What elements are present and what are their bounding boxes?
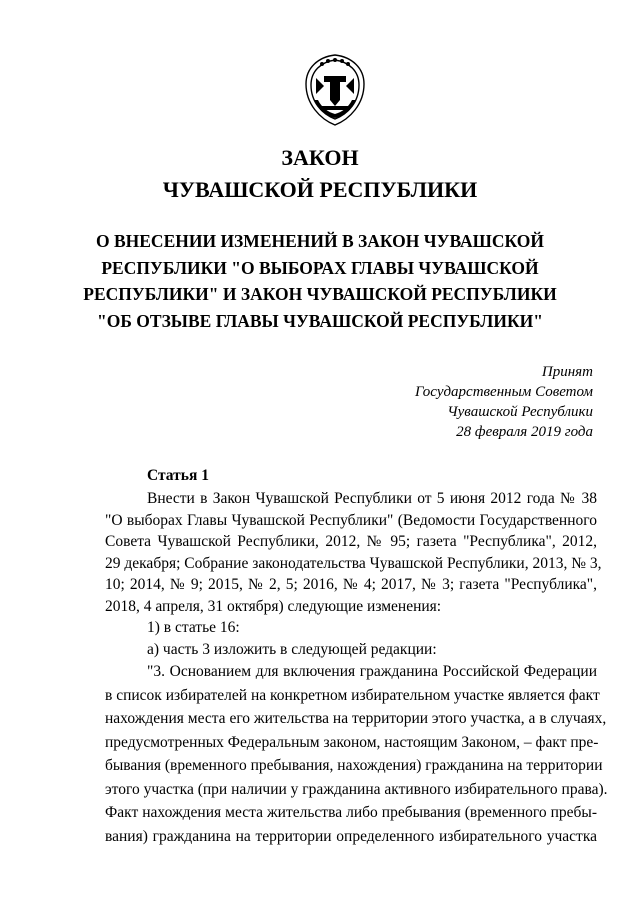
- adoption-line: Принят: [541, 364, 593, 380]
- text-line: бывания (временного пребывания, нахождения) гражданина на территории: [105, 757, 603, 774]
- text-line: 1) в статье 16:: [147, 619, 240, 636]
- document-title: [60, 228, 580, 334]
- article-body: [105, 488, 608, 848]
- text-line: Внести в Закон Чувашской Республики от 5 июня 2012 года № 38: [147, 490, 597, 507]
- text-line: нахождения места его жительства на территории этого участка, а в случаях,: [105, 710, 607, 727]
- text-line: 29 декабря; Собрание законодательства Чувашской Республики, 2013, № 3,: [105, 554, 602, 572]
- text-line: Совета Чувашской Республики, 2012, № 95; газета "Республика", 2012,: [105, 533, 597, 550]
- text-line: этого участка (при наличии у гражданина активного избирательного права).: [105, 780, 608, 798]
- adoption-line: Чувашской Республики: [447, 404, 593, 420]
- adoption-line: Государственным Советом: [415, 384, 593, 400]
- coat-of-arms-emblem: [302, 52, 368, 128]
- text-line: в список избирателей на конкретном избирательном участке является факт: [105, 686, 600, 704]
- adoption-date: 28 февраля 2019 года: [456, 424, 593, 440]
- document-type: ЗАКОН: [281, 145, 359, 170]
- title-line: РЕСПУБЛИКИ" И ЗАКОН ЧУВАШСКОЙ РЕСПУБЛИКИ: [83, 284, 557, 304]
- text-line: 2018, 4 апреля, 31 октября) следующие изменения:: [105, 597, 442, 615]
- title-line: "ОБ ОТЗЫВЕ ГЛАВЫ ЧУВАШСКОЙ РЕСПУБЛИКИ": [97, 310, 543, 331]
- adoption-note: [333, 362, 593, 442]
- text-line: предусмотренных Федеральным законом, настоящим Законом, – факт пре-: [105, 733, 599, 751]
- text-line: "О выборах Главы Чувашской Республики" (Ведомости Государственного: [105, 511, 597, 529]
- text-line: а) часть 3 изложить в следующей редакции:: [147, 640, 437, 658]
- text-line: "3. Основанием для включения гражданина Российской Федерации: [147, 663, 597, 680]
- title-line: О ВНЕСЕНИИ ИЗМЕНЕНИЙ В ЗАКОН ЧУВАШСКОЙ: [95, 231, 544, 251]
- document-authority: ЧУВАШСКОЙ РЕСПУБЛИКИ: [162, 177, 478, 202]
- text-line: 10; 2014, № 9; 2015, № 2, 5; 2016, № 4; 2017, № 3; газета "Республика",: [105, 576, 597, 593]
- article-heading: Статья 1: [147, 467, 209, 484]
- text-line: Факт нахождения места жительства либо пребывания (временного пребы-: [105, 804, 597, 821]
- title-line: РЕСПУБЛИКИ "О ВЫБОРАХ ГЛАВЫ ЧУВАШСКОЙ: [101, 257, 539, 278]
- text-line: вания) гражданина на территории определенного избирательного участка: [105, 827, 597, 845]
